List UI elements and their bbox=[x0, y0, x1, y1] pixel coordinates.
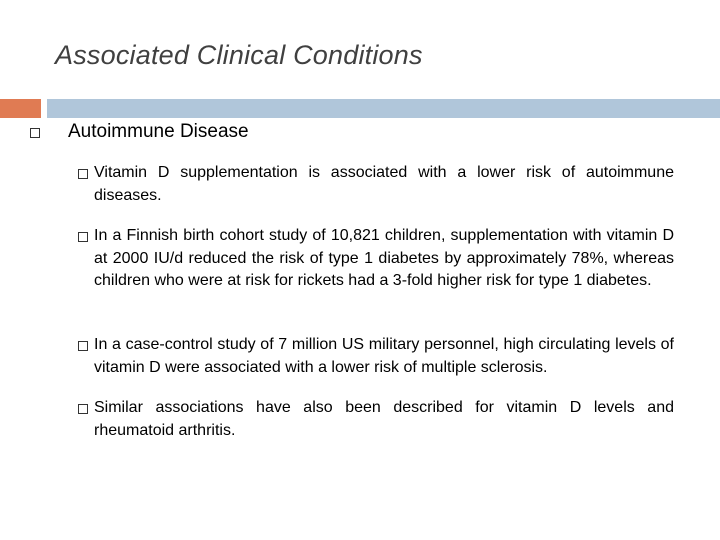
slide-title: Associated Clinical Conditions bbox=[55, 40, 423, 70]
accent-bar-blue bbox=[47, 99, 720, 118]
square-bullet-icon bbox=[78, 341, 88, 351]
square-bullet-icon bbox=[78, 169, 88, 179]
square-bullet-icon bbox=[78, 404, 88, 414]
bullet-text: Vitamin D supplementation is associated with a lower risk of autoimmune diseases. bbox=[94, 164, 674, 204]
accent-bar-orange bbox=[0, 99, 41, 118]
square-bullet-icon bbox=[30, 128, 40, 138]
bullet-text: In a Finnish birth cohort study of 10,821 children, supplementation with vitamin D at 2000 IU/d reduced the risk of type 1 diabetes by approximately 78%, whereas children who were at risk for rickets had a 3-fold higher risk for type 1 diabetes. bbox=[94, 227, 674, 289]
bullet-text: Similar associations have also been described for vitamin D levels and rheumatoid arthritis. bbox=[94, 399, 674, 439]
bullet-text: In a case-control study of 7 million US military personnel, high circulating levels of vitamin D were associated with a lower risk of multiple sclerosis. bbox=[94, 336, 674, 376]
square-bullet-icon bbox=[78, 232, 88, 242]
section-heading: Autoimmune Disease bbox=[68, 121, 249, 142]
